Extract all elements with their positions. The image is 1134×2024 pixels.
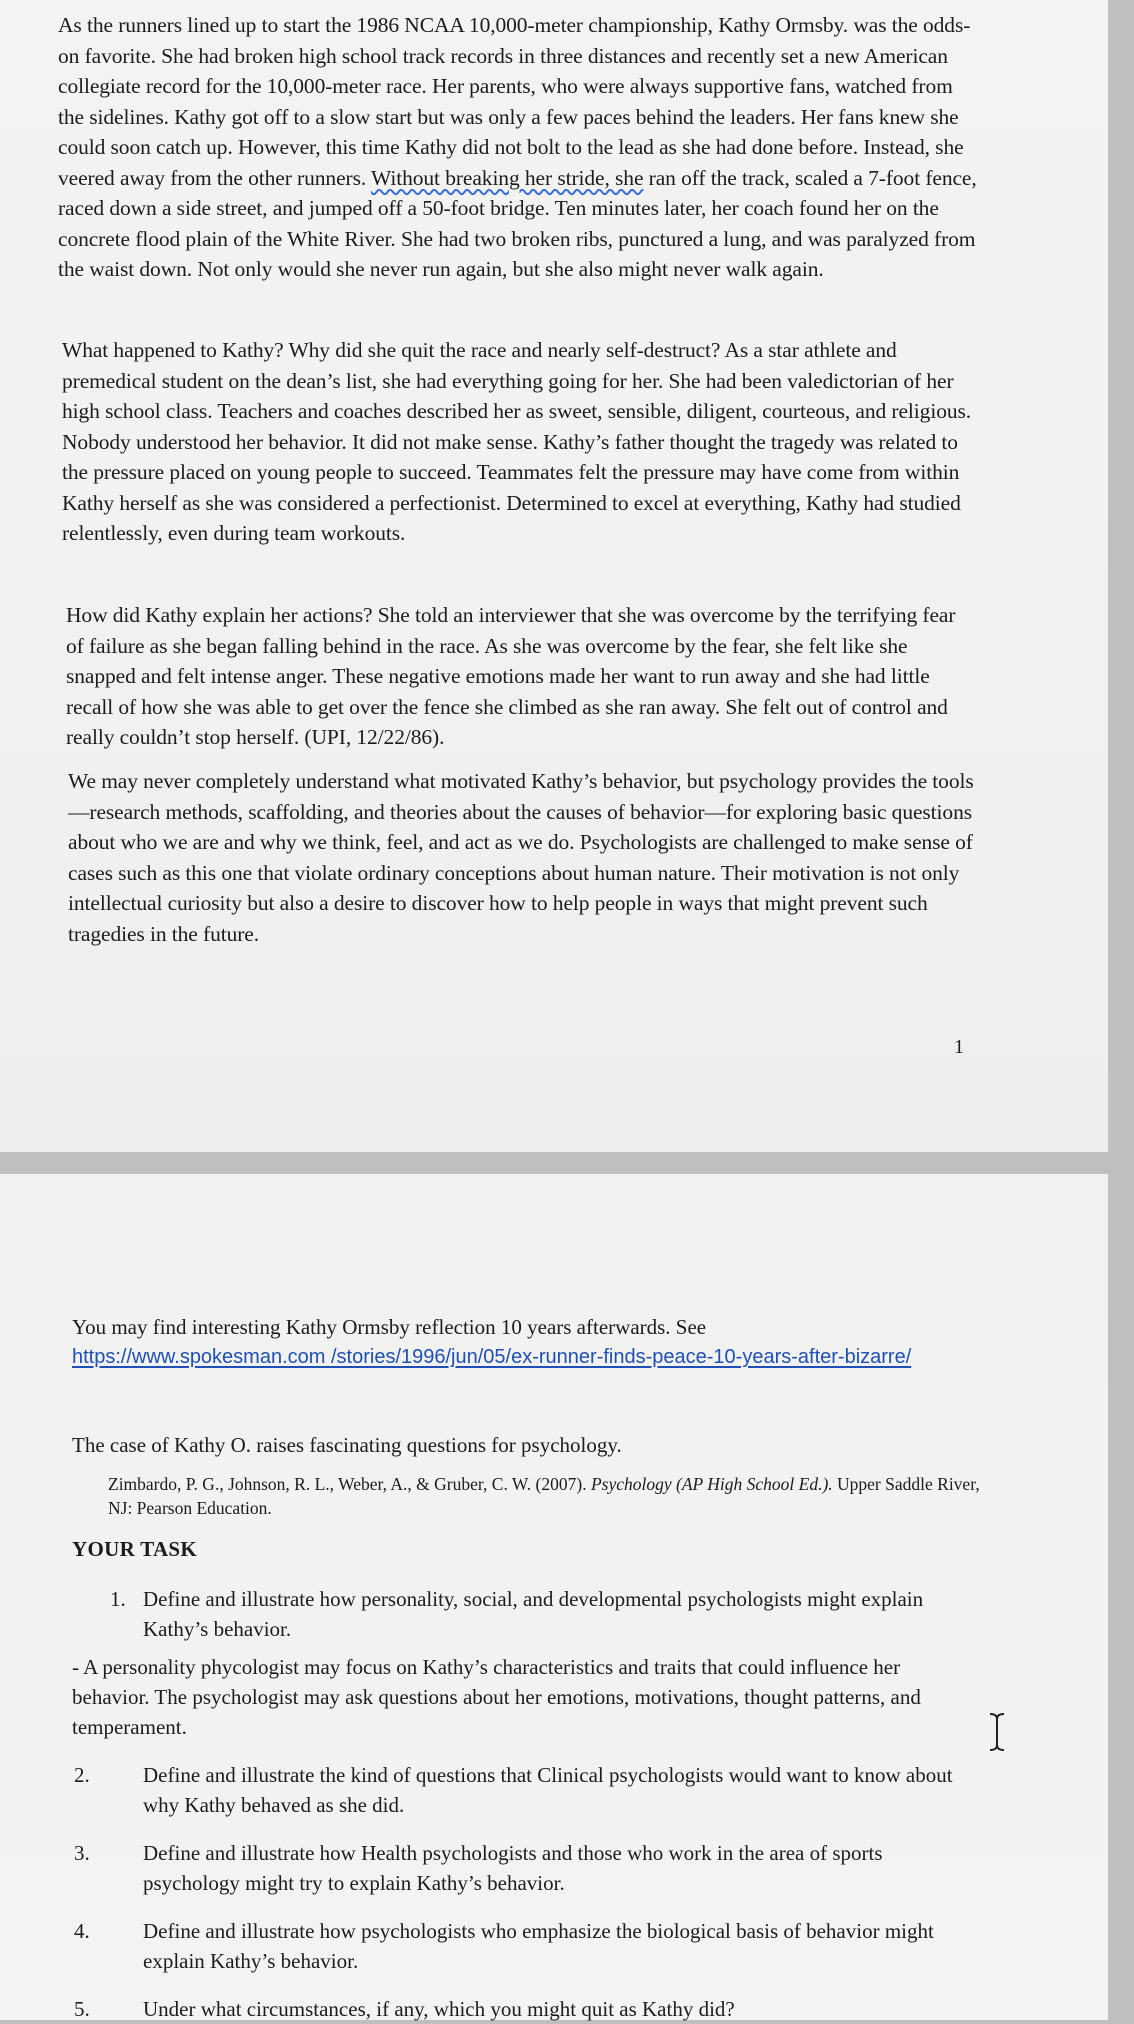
- question-5-number: 5.: [74, 1997, 90, 2021]
- page-number: 1: [954, 1036, 964, 1058]
- article-link[interactable]: https://www.spokesman.com /stories/1996/jun/05/ex-runner-finds-peace-10-years-after-bizarre/: [72, 1346, 912, 1368]
- reference-citation: [108, 1472, 988, 1520]
- text-cursor-icon: [986, 1712, 1008, 1752]
- paragraph-1-start: As the runners lined up to start the 1986 NCAA 10,000-meter championship, Kathy Ormsby. was the odds-on favorite. She had broken high school track records in three distances and recently set a new American collegiate record for the 10,000-meter race. Her parents, who were always supportive fans, watched from the sidelines. Kathy got off to a slow start but was only a few paces behind the leaders. Her fans knew she could soon catch up. However, this time Kathy did not bolt to the lead as she had done before. Instead, she veered away from the other runners.: [58, 13, 971, 190]
- paragraph-4: We may never completely understand what motivated Kathy’s behavior, but psychology provides the tools—research methods, scaffolding, and theories about the causes of behavior—for exploring basic questions about who we are and why we think, feel, and act as we do. Psychologists are challenged to make sense of cases such as this one that violate ordinary conceptions about human nature. Their motivation is not only intellectual curiosity but also a desire to discover how to help people in ways that might prevent such tragedies in the future.: [68, 769, 974, 946]
- question-2-number: 2.: [74, 1763, 90, 1787]
- task-heading: YOUR TASK: [72, 1537, 198, 1561]
- question-3-text: Define and illustrate how Health psychologists and those who work in the area of sports psychology might try to explain Kathy’s behavior.: [143, 1841, 883, 1895]
- reflection-note: You may find interesting Kathy Ormsby reflection 10 years afterwards. See: [72, 1315, 707, 1339]
- case-statement: The case of Kathy O. raises fascinating questions for psychology.: [72, 1433, 622, 1457]
- paragraph-3: How did Kathy explain her actions? She told an interviewer that she was overcome by the terrifying fear of failure as she began falling behind in the race. As she was overcome by the fear, she felt like she snapped and felt intense anger. These negative emotions made her want to run away and she had little recall of how she was able to get over the fence she climbed as she ran away. She felt out of control and really couldn’t stop herself. (UPI, 12/22/86).: [66, 603, 956, 749]
- citation-title: Psychology (AP High School Ed.).: [590, 1474, 833, 1494]
- question-1-number: 1.: [110, 1587, 126, 1611]
- document-page-2: [0, 1174, 1108, 2020]
- question-2-text: Define and illustrate the kind of questions that Clinical psychologists would want to know about why Kathy behaved as she did.: [143, 1763, 953, 1817]
- paragraph-2: What happened to Kathy? Why did she quit the race and nearly self-destruct? As a star athlete and premedical student on the dean’s list, she had everything going for her. She had been valedictorian of her high school class. Teachers and coaches described her as sweet, sensible, diligent, courteous, and religious. Nobody understood her behavior. It did not make sense. Kathy’s father thought the tragedy was related to the pressure placed on young people to succeed. Teammates felt the pressure may have come from within Kathy herself as she was considered a perfectionist. Determined to excel at everything, Kathy had studied relentlessly, even during team workouts.: [62, 338, 972, 545]
- question-4-text: Define and illustrate how psychologists who emphasize the biological basis of behavior might explain Kathy’s behavior.: [143, 1919, 934, 1973]
- question-3-number: 3.: [74, 1841, 90, 1865]
- question-4-number: 4.: [74, 1919, 90, 1943]
- question-5-text: Under what circumstances, if any, which you might quit as Kathy did?: [143, 1997, 735, 2021]
- paragraph-1-end: ran off the track, scaled a 7-foot fence, raced down a side street, and jumped off a 50-foot bridge. Ten minutes later, her coach found her on the concrete flood plain of the White River. She had two broken ribs, punctured a lung, and was paralyzed from the waist down. Not only would she never run again, but she also might never walk again.: [58, 165, 977, 281]
- grammar-flagged-text[interactable]: Without breaking her stride, she: [371, 165, 644, 190]
- citation-authors: Zimbardo, P. G., Johnson, R. L., Weber, A., & Gruber, C. W. (2007).: [108, 1474, 591, 1494]
- answer-1-text[interactable]: - A personality phycologist may focus on Kathy’s characteristics and traits that could influence her behavior. The psychologist may ask questions about her emotions, motivations, thought patterns, and temperament.: [72, 1655, 921, 1739]
- question-1-text: Define and illustrate how personality, social, and developmental psychologists might explain Kathy’s behavior.: [143, 1587, 924, 1641]
- paragraph-1: [58, 10, 978, 285]
- citation-publisher: Upper Saddle River, NJ: Pearson Education.: [108, 1474, 980, 1518]
